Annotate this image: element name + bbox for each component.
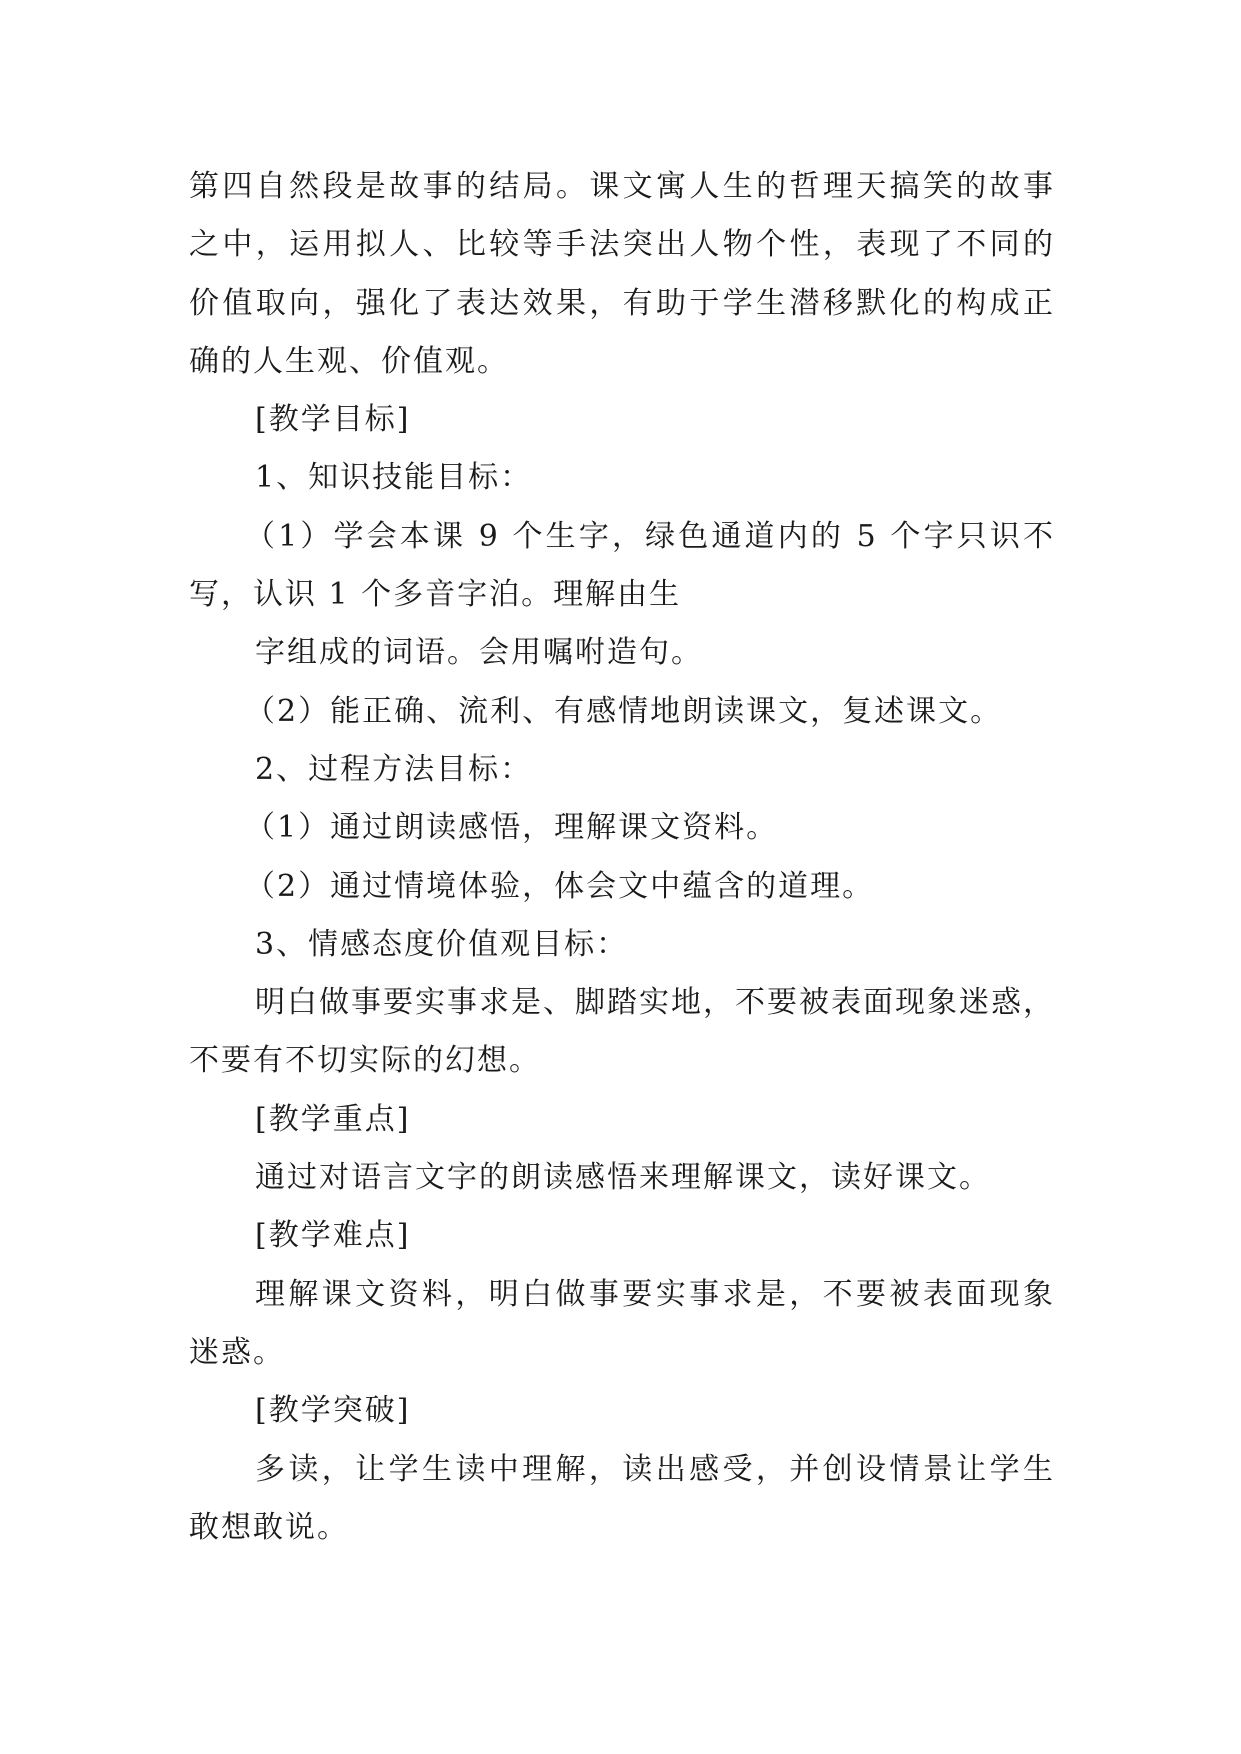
section-heading-key-points: [教学重点]	[255, 1101, 411, 1137]
section-heading-teaching-goals: [教学目标]	[255, 402, 411, 438]
goal-item: （2）通过情境体验，体会文中蕴含的道理。	[245, 868, 875, 904]
goal-item: 字组成的词语。会用嘱咐造句。	[255, 635, 703, 671]
goal-heading-knowledge: 1、知识技能目标：	[255, 460, 533, 496]
paragraph-line: 价值取向，强化了表达效果，有助于学生潜移默化的构成正	[189, 285, 1055, 321]
section-heading-difficulties: [教学难点]	[255, 1218, 411, 1254]
paragraph-line: 之中，运用拟人、比较等手法突出人物个性，表现了不同的	[189, 227, 1055, 263]
goal-item: （1）学会本课 9 个生字，绿色通道内的 5 个字只识不	[245, 518, 1055, 554]
paragraph-line: 理解课文资料，明白做事要实事求是，不要被表面现象	[255, 1276, 1055, 1312]
goal-item: （2）能正确、流利、有感情地朗读课文，复述课文。	[245, 693, 1003, 729]
document-body	[189, 158, 1055, 1557]
paragraph-line: 迷惑。	[189, 1334, 285, 1370]
paragraph-line: 第四自然段是故事的结局。课文寓人生的哲理天搞笑的故事	[189, 169, 1055, 204]
goal-item: （1）通过朗读感悟，理解课文资料。	[245, 810, 779, 846]
goal-heading-values: 3、情感态度价值观目标：	[255, 926, 629, 962]
paragraph-line: 明白做事要实事求是、脚踏实地，不要被表面现象迷惑，	[255, 985, 1055, 1021]
paragraph-line: 确的人生观、价值观。	[189, 343, 509, 379]
goal-heading-process: 2、过程方法目标：	[255, 751, 533, 787]
goal-item: 写，认识 1 个多音字泊。理解由生	[189, 577, 682, 613]
paragraph-line: 通过对语言文字的朗读感悟来理解课文，读好课文。	[255, 1160, 991, 1196]
section-heading-breakthrough: [教学突破]	[255, 1393, 411, 1429]
paragraph-line: 敢想敢说。	[189, 1509, 349, 1545]
paragraph-line: 不要有不切实际的幻想。	[189, 1043, 541, 1079]
paragraph-line: 多读，让学生读中理解，读出感受，并创设情景让学生	[255, 1451, 1055, 1487]
